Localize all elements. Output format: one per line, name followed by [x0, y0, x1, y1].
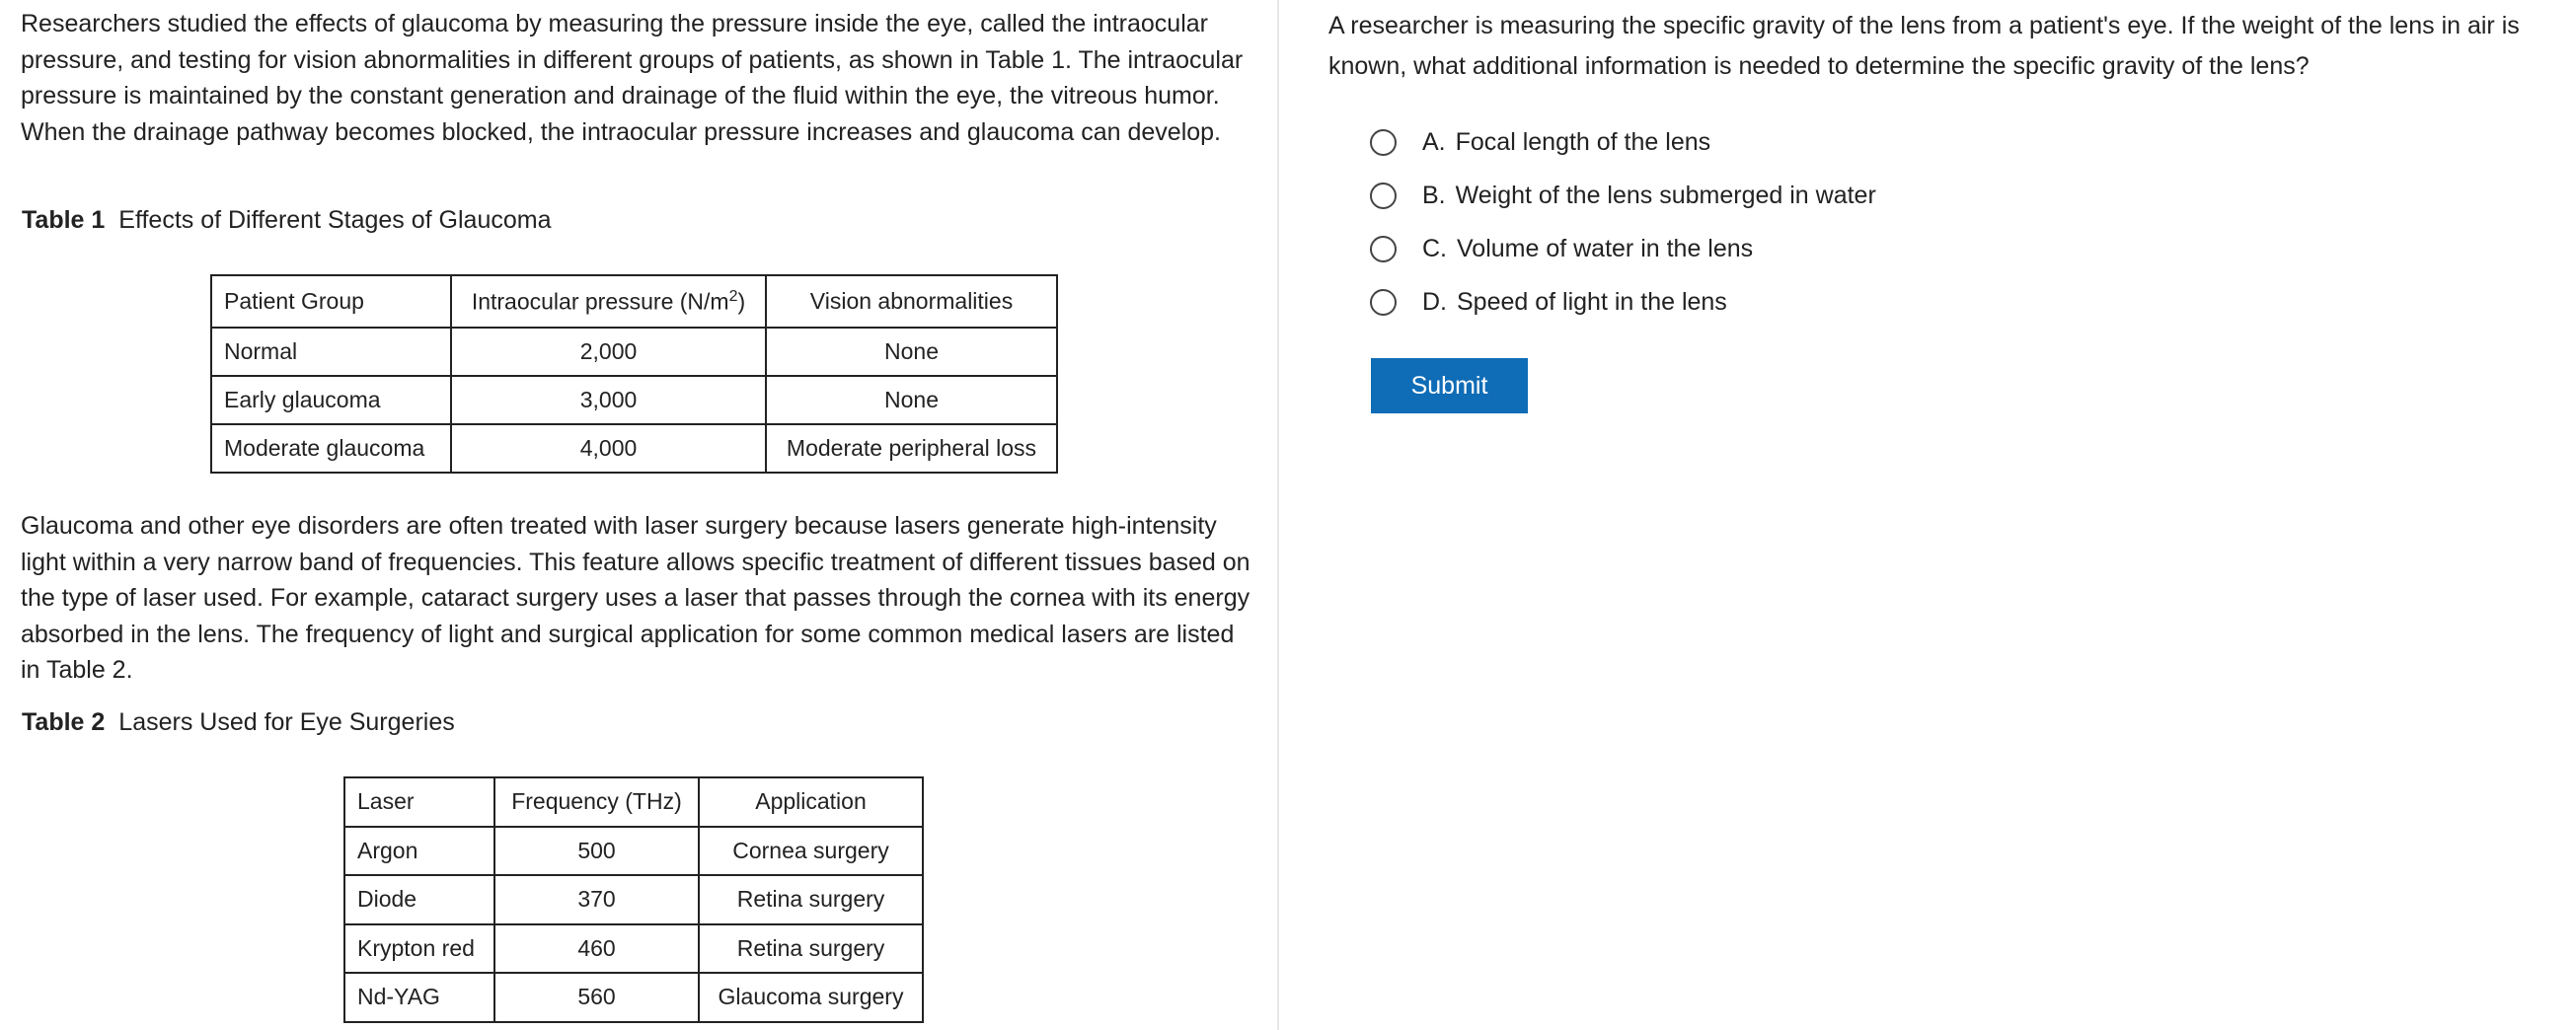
table-cell: Normal: [211, 328, 451, 376]
table-header-cell: Patient Group: [211, 275, 451, 328]
table-cell: Retina surgery: [699, 875, 923, 924]
choice-d[interactable]: [1370, 275, 1876, 329]
choice-b[interactable]: [1370, 169, 1876, 222]
table-header-row: [344, 777, 923, 827]
table-row: [211, 328, 1057, 376]
choice-label: Volume of water in the lens: [1457, 234, 1754, 262]
table-2-eye-lasers: [343, 776, 924, 1023]
table-1-glaucoma-stages: [210, 274, 1058, 474]
answer-choices: [1370, 115, 1876, 329]
table-cell: Argon: [344, 827, 494, 876]
table-cell: Krypton red: [344, 924, 494, 974]
radio-button-c[interactable]: [1370, 236, 1397, 262]
table-cell: Retina surgery: [699, 924, 923, 974]
table-header-cell: Vision abnormalities: [766, 275, 1057, 328]
passage-pane: [0, 0, 1279, 1030]
table-cell: 460: [494, 924, 699, 974]
choice-letter: D.: [1422, 287, 1447, 316]
choice-a-text: [1422, 128, 1710, 157]
choice-b-text: [1422, 182, 1876, 210]
table-2-caption: [22, 704, 455, 740]
choice-label: Weight of the lens submerged in water: [1455, 181, 1876, 209]
table-1-label: Table 1: [22, 206, 106, 234]
passage-paragraph-1: Researchers studied the effects of glaucoma by measuring the pressure inside the eye, called the intraocular pressure, and testing for vision abnormalities in different groups of patients, as shown in Table 1. The intraocular pressure is maintained by the constant generation and drainage of the fluid within the eye, the vitreous humor. When the drainage pathway becomes blocked, the intraocular pressure increases and glaucoma can develop.: [21, 10, 1244, 146]
passage-paragraph-2: Glaucoma and other eye disorders are often treated with laser surgery because lasers generate high-intensity light within a very narrow band of frequencies. This feature allows specific treatment of different tissues based on the type of laser used. For example, cataract surgery uses a laser that passes through the cornea with its energy absorbed in the lens. The frequency of light and surgical application for some common medical lasers are listed in Table 2.: [21, 512, 1250, 684]
radio-button-b[interactable]: [1370, 183, 1397, 209]
table-row: [344, 973, 923, 1022]
choice-letter: B.: [1422, 181, 1446, 209]
radio-button-d[interactable]: [1370, 289, 1397, 316]
radio-button-a[interactable]: [1370, 129, 1397, 156]
table-cell: 3,000: [451, 376, 766, 424]
table-cell: Moderate peripheral loss: [766, 424, 1057, 473]
table-cell: Early glaucoma: [211, 376, 451, 424]
table-1-title: Effects of Different Stages of Glaucoma: [118, 206, 552, 234]
table-cell: Glaucoma surgery: [699, 973, 923, 1022]
choice-letter: A.: [1422, 127, 1446, 156]
submit-button[interactable]: Submit: [1371, 358, 1528, 413]
table-2-title: Lasers Used for Eye Surgeries: [118, 708, 455, 736]
table-cell: Moderate glaucoma: [211, 424, 451, 473]
choice-a[interactable]: [1370, 115, 1876, 169]
choice-d-text: [1422, 288, 1727, 317]
table-cell: 560: [494, 973, 699, 1022]
choice-c-text: [1422, 235, 1753, 263]
table-row: [344, 875, 923, 924]
table-row: [344, 827, 923, 876]
table-cell: Cornea surgery: [699, 827, 923, 876]
table-cell: Diode: [344, 875, 494, 924]
table-row: [211, 376, 1057, 424]
table-1-caption: [22, 202, 552, 238]
table-cell: 500: [494, 827, 699, 876]
table-cell: 4,000: [451, 424, 766, 473]
table-header-cell: Application: [699, 777, 923, 827]
choice-letter: C.: [1422, 234, 1447, 262]
table-cell: Nd-YAG: [344, 973, 494, 1022]
choice-label: Speed of light in the lens: [1457, 287, 1727, 316]
question-pane: [1281, 0, 2576, 1030]
table-row: [344, 924, 923, 974]
table-cell: 2,000: [451, 328, 766, 376]
table-header-cell: Frequency (THz): [494, 777, 699, 827]
table-header-cell: Laser: [344, 777, 494, 827]
table-cell: None: [766, 328, 1057, 376]
table-cell: 370: [494, 875, 699, 924]
table-header-cell: Intraocular pressure $(N/m^2)$: [451, 275, 766, 328]
question-stem: A researcher is measuring the specific gravity of the lens from a patient's eye. If the weight of the lens in air is known, what additional information is needed to determine the specific gravity of the lens?: [1328, 12, 2520, 80]
table-row: [211, 424, 1057, 473]
choice-c[interactable]: [1370, 222, 1876, 275]
table-cell: None: [766, 376, 1057, 424]
table-header-row: [211, 275, 1057, 328]
choice-label: Focal length of the lens: [1455, 127, 1711, 156]
table-2-label: Table 2: [22, 708, 106, 736]
